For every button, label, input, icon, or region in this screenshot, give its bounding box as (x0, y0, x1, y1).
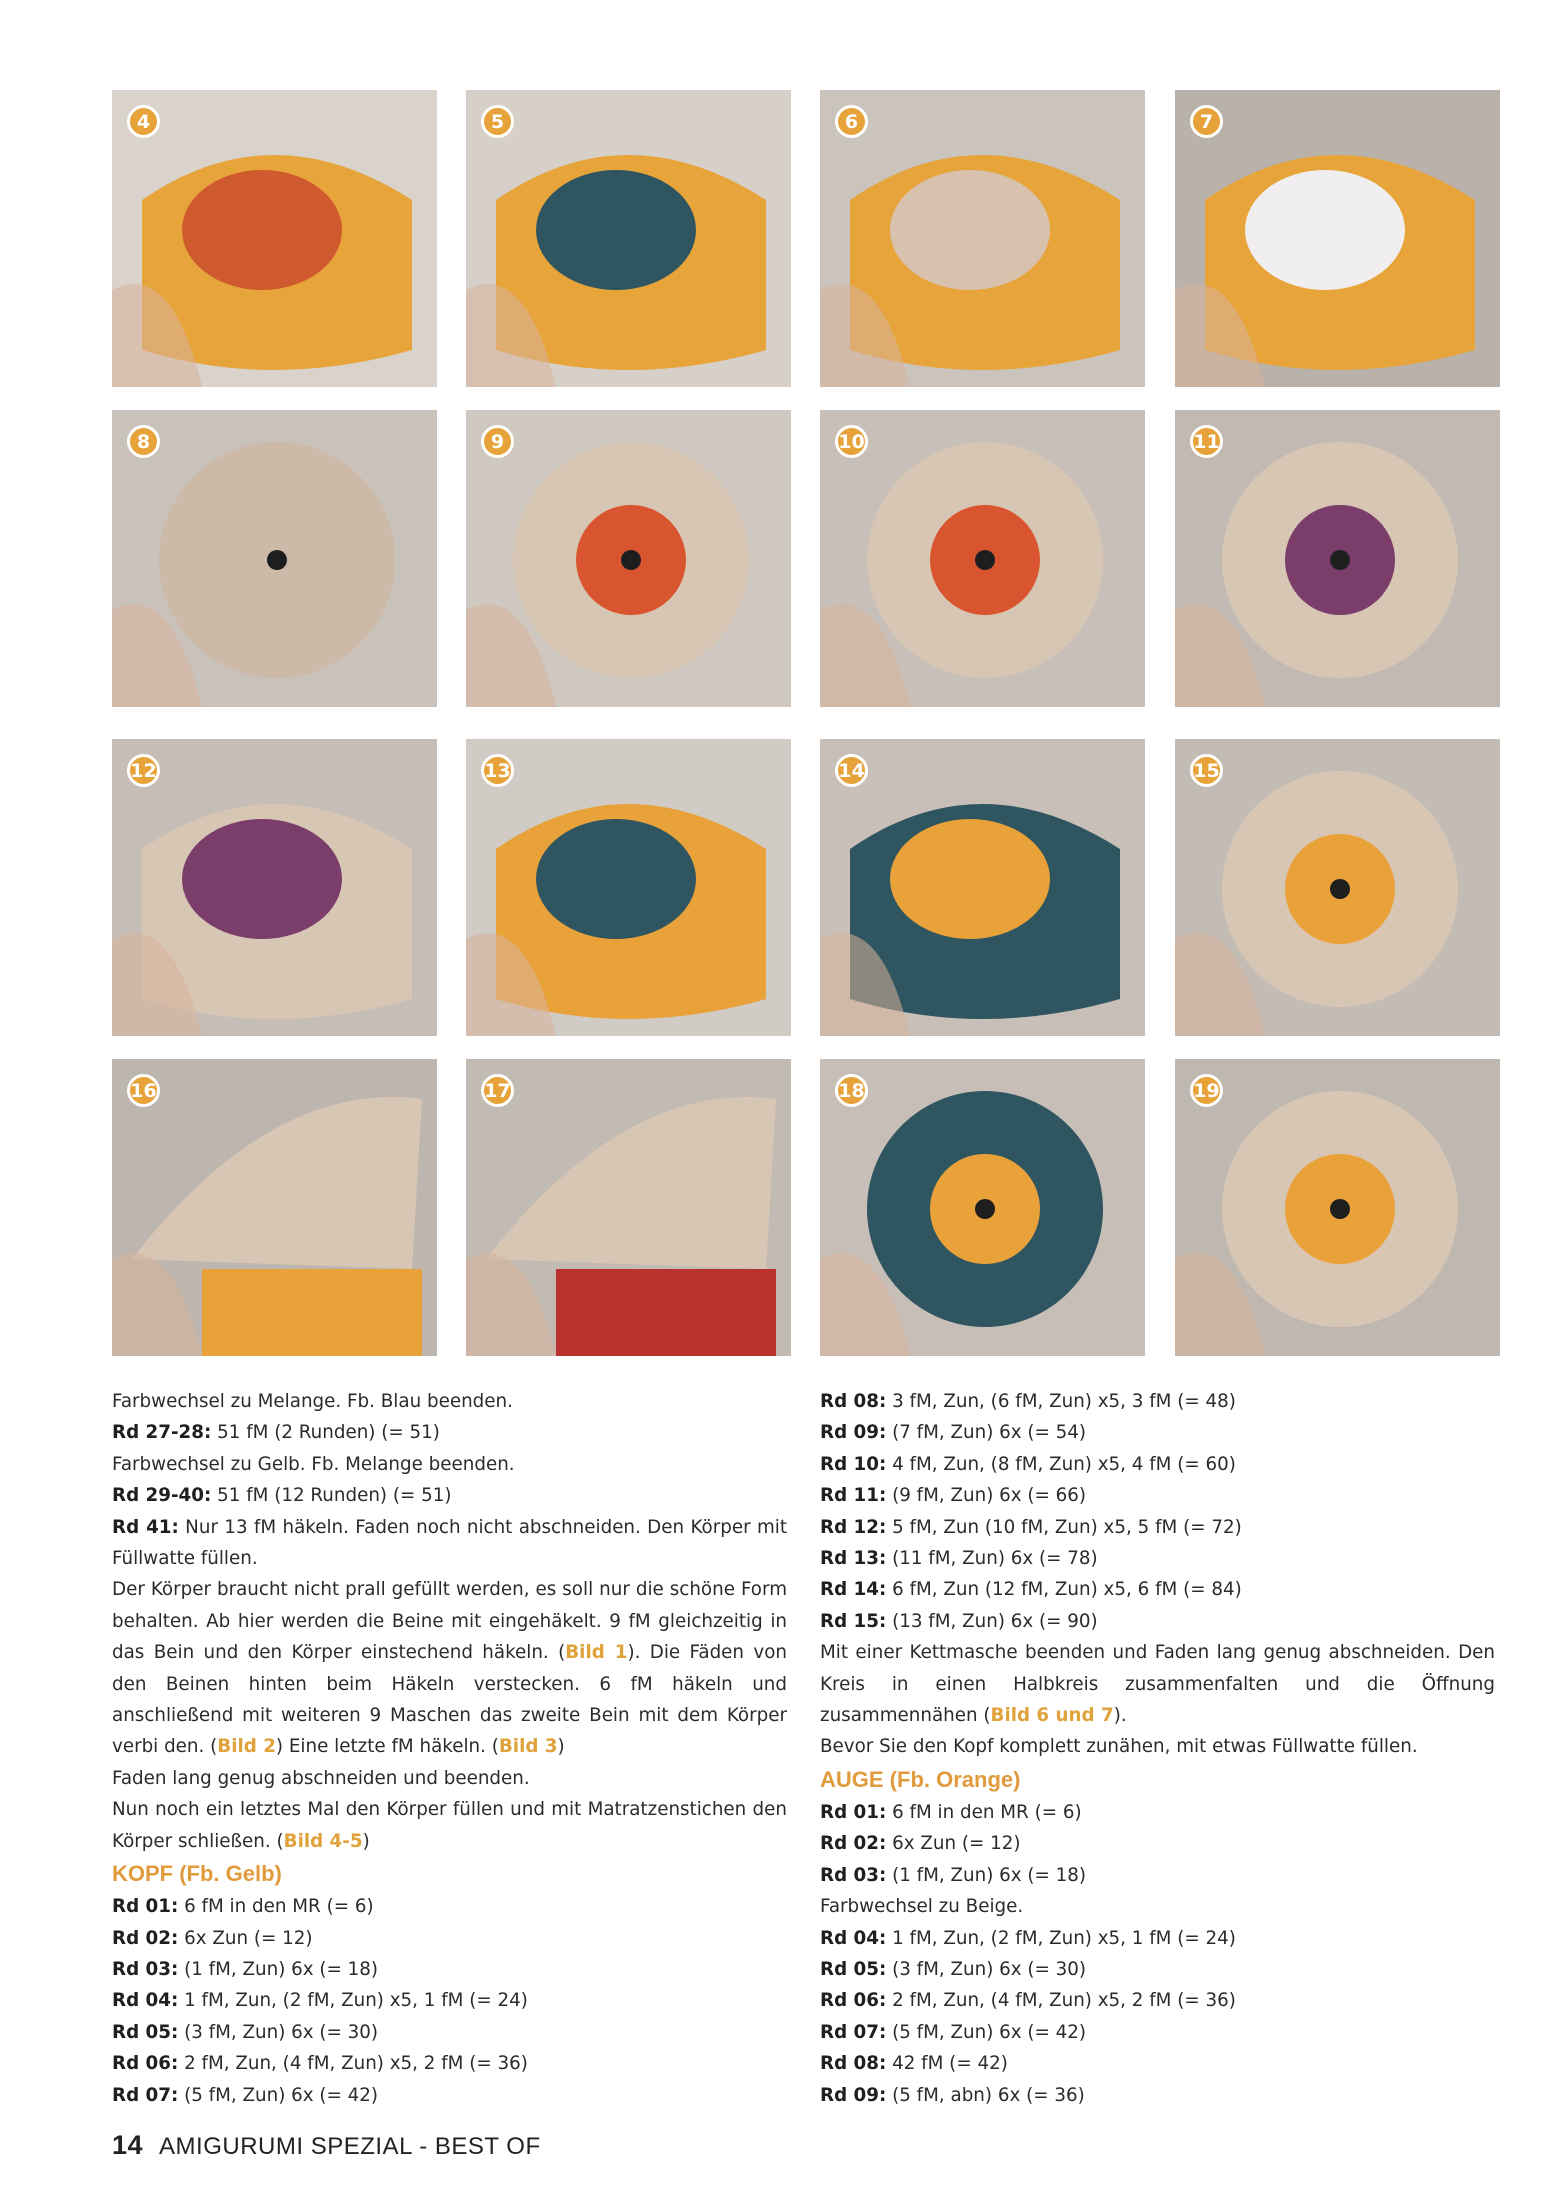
round-label: Rd 02: (820, 1833, 887, 1855)
round-line (112, 1512, 787, 1575)
photo-illustration (466, 1059, 791, 1356)
round-line (820, 1417, 1495, 1448)
step-photo (466, 90, 791, 387)
step-number-badge: 18 (835, 1074, 868, 1107)
round-text: 2 fM, Zun, (4 fM, Zun) x5, 2 fM (= 36) (886, 1990, 1236, 2012)
step-number-badge: 19 (1190, 1074, 1223, 1107)
step-photo (820, 739, 1145, 1036)
step-number-badge: 10 (835, 425, 868, 458)
round-line (820, 1797, 1495, 1828)
step-photo (1175, 410, 1500, 707)
round-line (112, 2080, 787, 2111)
text-line: Farbwechsel zu Melange. Fb. Blau beenden. (112, 1391, 513, 1412)
instruction-paragraph (820, 1637, 1495, 1731)
round-label: Rd 12: (820, 1516, 887, 1538)
step-number-badge: 9 (481, 425, 514, 458)
step-number-badge: 7 (1190, 105, 1223, 138)
round-label: Rd 07: (112, 2084, 179, 2106)
round-text: Nur 13 fM häkeln. Faden noch nicht abschneiden. Den Körper mit Füllwatte füllen. (112, 1516, 788, 1570)
round-label: Rd 08: (820, 2053, 887, 2075)
round-label: Rd 04: (112, 1990, 179, 2012)
round-line (112, 1891, 787, 1922)
photo-illustration (112, 1059, 437, 1356)
photo-illustration (820, 1059, 1145, 1356)
round-line (820, 1480, 1495, 1511)
section-heading-kopf: KOPF (Fb. Gelb) (112, 1861, 282, 1887)
step-number-badge: 8 (127, 425, 160, 458)
step-number-badge: 11 (1190, 425, 1223, 458)
round-text: 6 fM in den MR (= 6) (178, 1896, 374, 1918)
round-label: Rd 11: (820, 1485, 887, 1507)
round-label: Rd 09: (820, 2084, 887, 2106)
round-line (820, 1954, 1495, 1985)
round-label: Rd 10: (820, 1453, 887, 1475)
paragraph-text: Mit einer Kettmasche beenden und Faden lang genug abschneiden. Den Kreis in einen Halbkreis zusammenfalten und die Öffnung zusammennähen ( (820, 1642, 1495, 1727)
round-label: Rd 15: (820, 1610, 887, 1632)
step-number-badge: 13 (481, 754, 514, 787)
photo-illustration (112, 739, 437, 1036)
round-label: Rd 06: (820, 1990, 887, 2012)
page-footer (112, 2130, 541, 2161)
round-line (820, 1449, 1495, 1480)
round-line (112, 1985, 787, 2016)
round-label: Rd 13: (820, 1548, 887, 1570)
round-line (820, 2017, 1495, 2048)
paragraph-text: ) Eine letzte fM häkeln. ( (275, 1736, 499, 1758)
paragraph-text: ). Die Fäden von den Beinen hinten beim Häkeln verstecken. 6 fM häkeln und anschließend mit weiteren 9 Maschen das zweite Bein mit dem Körper verbi den. ( (112, 1642, 787, 1758)
step-photo (1175, 739, 1500, 1036)
round-label: Rd 08: (820, 1391, 887, 1412)
step-photo (112, 739, 437, 1036)
kopf-rounds (112, 1891, 787, 2111)
round-label: Rd 14: (820, 1579, 887, 1601)
round-label: Rd 06: (112, 2053, 179, 2075)
round-text: (7 fM, Zun) 6x (= 54) (886, 1422, 1087, 1444)
round-text: (1 fM, Zun) 6x (= 18) (178, 1958, 379, 1980)
round-label: Rd 03: (112, 1958, 179, 1980)
round-label: Rd 04: (820, 1927, 887, 1949)
round-text: 51 fM (12 Runden) (= 51) (211, 1485, 452, 1507)
round-label: Rd 27-28: (112, 1422, 212, 1444)
step-number-badge: 5 (481, 105, 514, 138)
left-column (112, 1386, 787, 2111)
paragraph-text: Nun noch ein letztes Mal den Körper füllen und mit Matratzenstichen den Körper schließen. ( (112, 1799, 787, 1852)
round-label: Rd 01: (820, 1801, 887, 1823)
round-label: Rd 02: (112, 1927, 179, 1949)
round-line (820, 1512, 1495, 1543)
round-text: 1 fM, Zun, (2 fM, Zun) x5, 1 fM (= 24) (178, 1990, 528, 2012)
round-label: Rd 07: (820, 2021, 887, 2043)
round-text: 51 fM (2 Runden) (= 51) (211, 1422, 440, 1444)
instruction-paragraph (112, 1794, 787, 1857)
image-ref: Bild 1 (565, 1642, 628, 1664)
round-text: (13 fM, Zun) 6x (= 90) (886, 1610, 1098, 1632)
round-text: 42 fM (= 42) (886, 2053, 1008, 2075)
paragraph-text: ) (362, 1830, 370, 1852)
photo-illustration (1175, 410, 1500, 707)
round-text: 1 fM, Zun, (2 fM, Zun) x5, 1 fM (= 24) (886, 1927, 1236, 1949)
round-line (112, 1417, 787, 1448)
auge-rounds (820, 1797, 1495, 1891)
image-ref: Bild 4-5 (283, 1830, 363, 1852)
image-ref: Bild 2 (217, 1736, 276, 1758)
round-text: (11 fM, Zun) 6x (= 78) (886, 1548, 1098, 1570)
round-label: Rd 29-40: (112, 1485, 212, 1507)
round-line (112, 1480, 787, 1511)
step-photo (820, 90, 1145, 387)
photo-illustration (820, 410, 1145, 707)
step-number-badge: 14 (835, 754, 868, 787)
step-number-badge: 16 (127, 1074, 160, 1107)
step-photo (466, 410, 791, 707)
step-photo (466, 739, 791, 1036)
paragraph-text: ) (557, 1736, 565, 1758)
kopf-rounds-continued (820, 1386, 1495, 1637)
photo-illustration (1175, 739, 1500, 1036)
round-line (820, 1386, 1495, 1417)
round-text: 6 fM in den MR (= 6) (886, 1801, 1082, 1823)
image-ref: Bild 6 und 7 (990, 1705, 1114, 1727)
round-text: (5 fM, Zun) 6x (= 42) (886, 2021, 1087, 2043)
photo-illustration (112, 410, 437, 707)
round-text: 4 fM, Zun, (8 fM, Zun) x5, 4 fM (= 60) (886, 1453, 1236, 1475)
round-line (820, 1543, 1495, 1574)
round-line (112, 1923, 787, 1954)
text-line: Bevor Sie den Kopf komplett zunähen, mit etwas Füllwatte füllen. (820, 1736, 1418, 1758)
step-number-badge: 6 (835, 105, 868, 138)
round-line (112, 2017, 787, 2048)
round-label: Rd 05: (820, 1958, 887, 1980)
photo-illustration (820, 739, 1145, 1036)
image-ref: Bild 3 (498, 1736, 558, 1758)
round-line (820, 2080, 1495, 2111)
round-text: (3 fM, Zun) 6x (= 30) (178, 2021, 379, 2043)
step-number-badge: 17 (481, 1074, 514, 1107)
step-photo (1175, 90, 1500, 387)
round-text: (3 fM, Zun) 6x (= 30) (886, 1958, 1087, 1980)
round-text: 6x Zun (= 12) (886, 1833, 1021, 1855)
round-line (112, 2048, 787, 2079)
photo-illustration (1175, 90, 1500, 387)
round-text: 6x Zun (= 12) (178, 1927, 313, 1949)
photo-illustration (820, 90, 1145, 387)
text-line: Faden lang genug abschneiden und beenden. (112, 1767, 530, 1789)
photo-illustration (466, 90, 791, 387)
photo-illustration (1175, 1059, 1500, 1356)
round-text: 6 fM, Zun (12 fM, Zun) x5, 6 fM (= 84) (886, 1579, 1242, 1601)
photo-illustration (112, 90, 437, 387)
step-photo (466, 1059, 791, 1356)
round-text: 3 fM, Zun, (6 fM, Zun) x5, 3 fM (= 48) (886, 1391, 1236, 1412)
round-text: 2 fM, Zun, (4 fM, Zun) x5, 2 fM (= 36) (178, 2053, 528, 2075)
round-line (820, 1828, 1495, 1859)
round-line (112, 1954, 787, 1985)
round-text: (5 fM, Zun) 6x (= 42) (178, 2084, 379, 2106)
round-text: 5 fM, Zun (10 fM, Zun) x5, 5 fM (= 72) (886, 1516, 1242, 1538)
text-line: Farbwechsel zu Gelb. Fb. Melange beenden. (112, 1453, 515, 1475)
round-text: (9 fM, Zun) 6x (= 66) (886, 1485, 1087, 1507)
section-heading-auge: AUGE (Fb. Orange) (820, 1766, 1021, 1792)
instruction-paragraph (112, 1574, 787, 1762)
right-column (820, 1386, 1495, 2111)
round-label: Rd 09: (820, 1422, 887, 1444)
magazine-title: AMIGURUMI SPEZIAL - BEST OF (159, 2133, 541, 2160)
step-photo (820, 410, 1145, 707)
round-line (820, 1923, 1495, 1954)
step-photo (112, 1059, 437, 1356)
step-photo (112, 410, 437, 707)
round-line (820, 1606, 1495, 1637)
page-number: 14 (112, 2130, 144, 2160)
photo-illustration (466, 410, 791, 707)
auge-rounds-continued (820, 1923, 1495, 2111)
round-line (820, 1860, 1495, 1891)
text-line: Farbwechsel zu Beige. (820, 1896, 1024, 1918)
round-text: (1 fM, Zun) 6x (= 18) (886, 1864, 1087, 1886)
step-photo (112, 90, 437, 387)
step-number-badge: 15 (1190, 754, 1223, 787)
round-line (820, 1574, 1495, 1605)
photo-illustration (466, 739, 791, 1036)
round-label: Rd 01: (112, 1896, 179, 1918)
round-line (820, 1985, 1495, 2016)
paragraph-text: Der Körper braucht nicht prall gefüllt werden, es soll nur die schöne Form behalten. Ab hier werden die Beine mit eingehäkelt. 9 fM gleichzeitig in das Bein und den Körper einstechend häkeln. ( (112, 1579, 787, 1664)
round-label: Rd 41: (112, 1516, 179, 1538)
round-label: Rd 03: (820, 1864, 887, 1886)
paragraph-text: ). (1113, 1705, 1127, 1727)
step-photo (1175, 1059, 1500, 1356)
round-label: Rd 05: (112, 2021, 179, 2043)
round-line (820, 2048, 1495, 2079)
step-number-badge: 4 (127, 105, 160, 138)
step-number-badge: 12 (127, 754, 160, 787)
step-photo (820, 1059, 1145, 1356)
round-text: (5 fM, abn) 6x (= 36) (886, 2084, 1085, 2106)
